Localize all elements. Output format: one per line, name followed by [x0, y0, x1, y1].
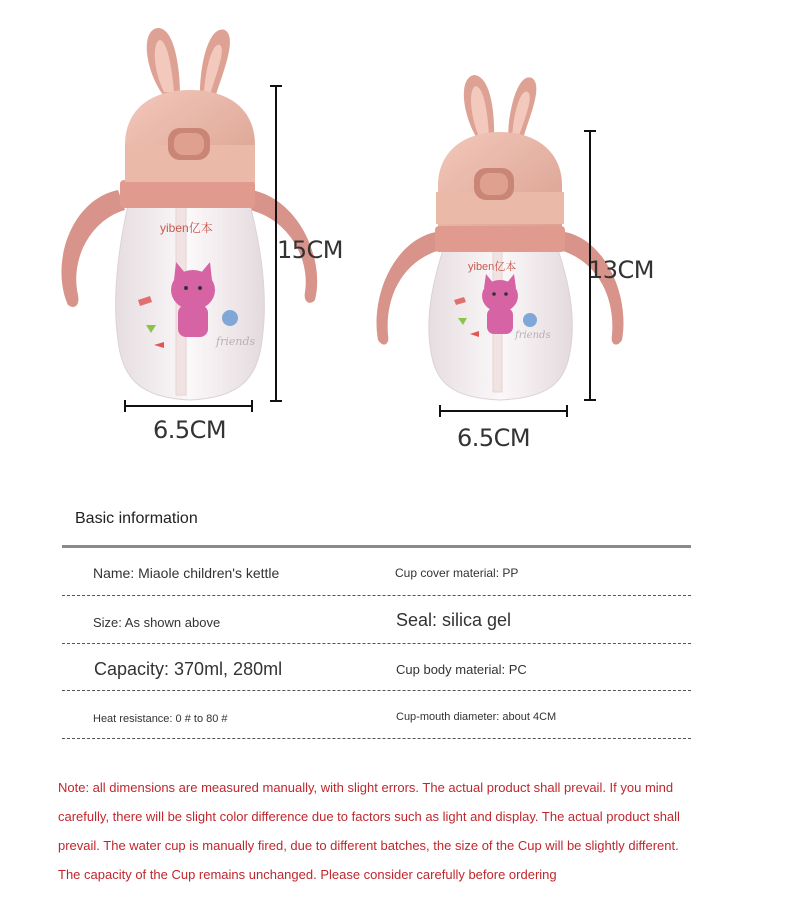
info-seal: Seal: silica gel	[396, 610, 512, 630]
info-cover-material: Cup cover material: PP	[395, 566, 519, 580]
disclaimer-note	[58, 773, 708, 889]
svg-text:friends: friends	[515, 330, 551, 341]
info-size: Size: As shown above	[93, 615, 221, 630]
note-line: The capacity of the Cup remains unchanged. Please consider carefully before ordering	[58, 867, 557, 882]
svg-text:yiben亿本: yiben亿本	[160, 221, 213, 235]
large-cup-height-label: 15CM	[277, 236, 344, 264]
small-cup-width-label: 6.5CM	[457, 424, 531, 452]
info-name: Name: Miaole children's kettle	[93, 565, 280, 581]
note-line: Note: all dimensions are measured manually, with slight errors. The actual product shall prevail. If you mind	[58, 780, 674, 795]
small-cup-height-label: 13CM	[588, 256, 655, 284]
small-cup-width-line	[440, 405, 567, 417]
note-line: prevail. The water cup is manually fired, due to different batches, the size of the Cup will be slightly different.	[58, 838, 679, 853]
row-divider	[62, 738, 691, 739]
info-body-material: Cup body material: PC	[396, 662, 527, 677]
note-line: carefully, there will be slight color difference due to factors such as light and display. The actual product shall	[58, 809, 680, 824]
svg-text:friends: friends	[216, 335, 256, 348]
large-cup-width-line	[125, 400, 252, 412]
info-heat-resistance: Heat resistance: 0 # to 80 #	[93, 713, 228, 725]
info-mouth-diameter: Cup-mouth diameter: about 4CM	[396, 711, 557, 723]
row-divider	[62, 690, 691, 691]
large-cup-width-label: 6.5CM	[153, 416, 227, 444]
large-cup	[61, 28, 317, 400]
row-divider	[62, 595, 691, 596]
svg-text:yiben亿本: yiben亿本	[468, 261, 517, 273]
row-divider	[62, 643, 691, 644]
info-capacity: Capacity: 370ml, 280ml	[94, 659, 283, 679]
section-title: Basic information	[75, 510, 198, 527]
small-cup	[377, 75, 624, 400]
table-top-rule	[62, 545, 691, 548]
